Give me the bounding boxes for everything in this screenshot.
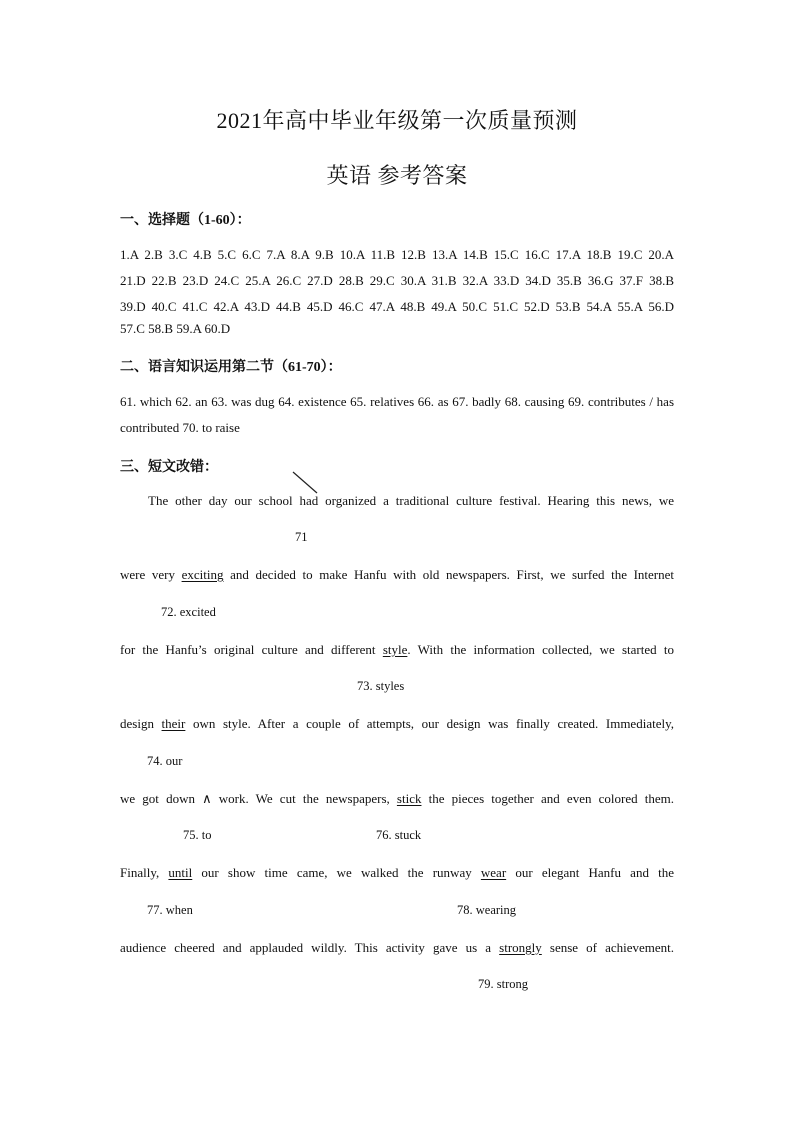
passage-text: Finally, <box>120 865 169 880</box>
error-word: exciting <box>181 567 224 582</box>
correction-79: 79. strong <box>478 977 528 991</box>
passage-line-4 <box>120 716 674 732</box>
answer-line: 21.D 22.B 23.D 24.C 25.A 26.C 27.D 28.B 29.C 30.A 31.B 32.A 33.D 34.D 35.B 36.G 37.F 38.B <box>120 273 674 288</box>
passage-text: the pieces together and even colored them. <box>421 791 674 806</box>
passage-text: for the Hanfu’s original culture and different <box>120 642 383 657</box>
passage-line-3 <box>120 642 674 658</box>
passage-text: . With the information collected, we started to <box>407 642 674 657</box>
passage-text: we got down <box>120 791 203 806</box>
answer-line: 39.D 40.C 41.C 42.A 43.D 44.B 45.D 46.C 47.A 48.B 49.A 50.C 51.C 52.D 53.B 54.A 55.A 56.D <box>120 299 674 314</box>
correction-72: 72. excited <box>161 605 216 619</box>
section-heading-choice: 一、选择题（1-60）： <box>120 213 251 228</box>
answer-line: 1.A 2.B 3.C 4.B 5.C 6.C 7.A 8.A 9.B 10.A 11.B 12.B 13.A 14.B 15.C 16.C 17.A 18.B 19.C 20.A <box>120 247 674 262</box>
section-heading-cloze: 二、语言知识运用第二节（61-70）： <box>120 360 342 375</box>
error-word: until <box>168 865 193 880</box>
error-word: their <box>161 716 186 731</box>
passage-line-1 <box>148 493 674 509</box>
passage-text: The other day our school had <box>148 493 319 508</box>
passage-text: our show time came, we walked the runway <box>192 865 481 880</box>
error-word: strongly <box>499 940 542 955</box>
passage-text: and decided to make Hanfu with old newspapers. First, we surfed the Internet <box>223 567 674 582</box>
passage-text: organized a traditional culture festival. Hearing this news, we <box>318 493 674 508</box>
correction-75: 75. to <box>183 828 212 842</box>
passage-text: sense of achievement. <box>541 940 674 955</box>
passage-line-5 <box>120 791 674 807</box>
error-word: wear <box>480 865 507 880</box>
correction-78: 78. wearing <box>457 903 517 917</box>
answer-line: 57.C 58.B 59.A 60.D <box>120 321 231 336</box>
correction-76: 76. stuck <box>376 828 422 842</box>
section-heading-correction: 三、短文改错： <box>120 460 218 475</box>
correction-71: 71 <box>295 530 308 544</box>
error-word: style <box>382 642 408 657</box>
passage-text: own style. After a couple of attempts, our design was finally created. Immediately, <box>185 716 674 731</box>
passage-text: design <box>120 716 162 731</box>
passage-text: were very <box>120 567 182 582</box>
cloze-answers: 61. which 62. an 63. was dug 64. existence 65. relatives 66. as 67. badly 68. causing 69. contributes / has contributed 70. to raise <box>120 394 674 435</box>
passage-line-7 <box>120 940 674 956</box>
error-word: stick <box>396 791 422 806</box>
passage-text: our elegant Hanfu and the <box>506 865 674 880</box>
passage-line-6 <box>120 865 674 881</box>
page-title: 2021年高中毕业年级第一次质量预测 <box>216 108 578 133</box>
passage-line-2 <box>120 567 674 583</box>
passage-text: work. We cut the newspapers, <box>211 791 397 806</box>
correction-77: 77. when <box>147 903 193 917</box>
passage-text: audience cheered and applauded wildly. This activity gave us a <box>120 940 500 955</box>
correction-74: 74. our <box>147 754 183 768</box>
insertion-caret-icon: ∧ <box>202 791 212 806</box>
correction-73: 73. styles <box>357 679 405 693</box>
page-subtitle: 英语 参考答案 <box>326 163 468 188</box>
